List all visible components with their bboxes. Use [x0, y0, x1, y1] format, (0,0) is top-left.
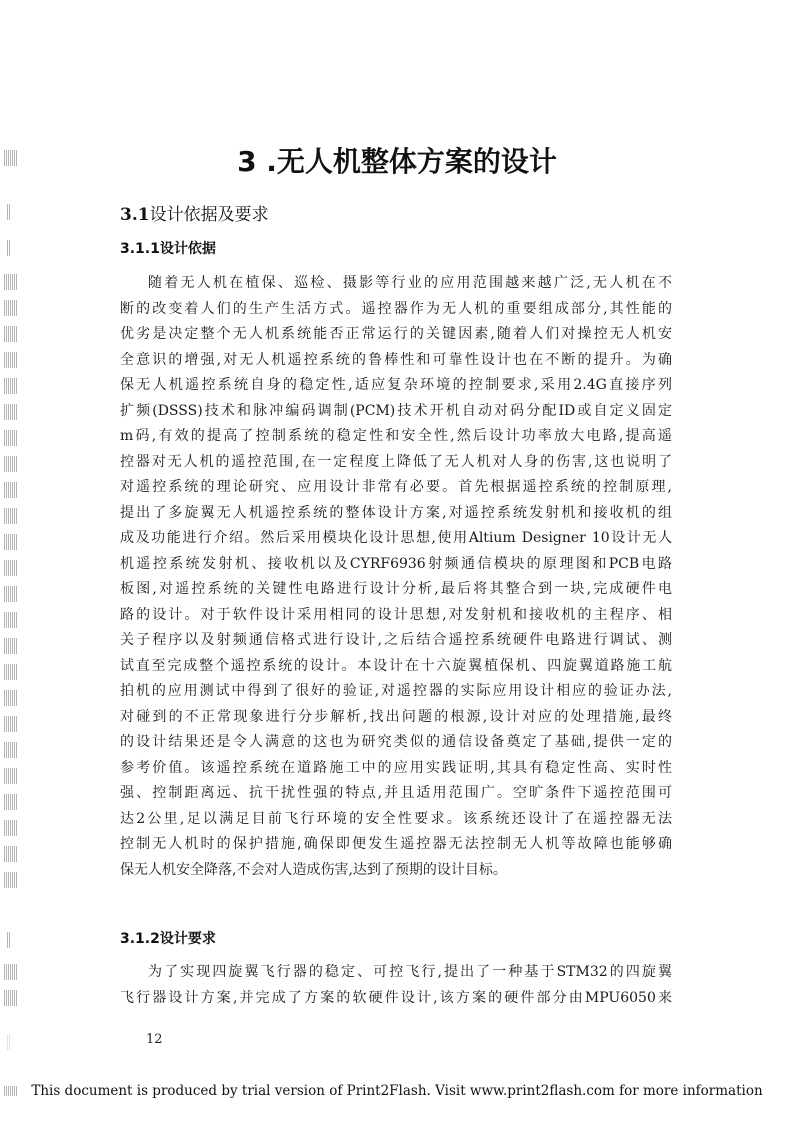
- paragraph-design-basis: [120, 271, 672, 883]
- subsection-title-design-basis: 3.1.1设计依据: [120, 241, 216, 257]
- text-line: 保无人机安全降落,不会对人造成伤害,达到了预期的设计目标。: [120, 861, 507, 878]
- section-title: 设计依据及要求: [149, 205, 269, 225]
- text-line: 保无人机遥控系统自身的稳定性,适应复杂环境的控制要求,采用2.4G直接序列: [120, 377, 672, 393]
- section-heading: [120, 200, 269, 225]
- page-number: 12: [146, 1032, 163, 1047]
- text-line: 扩频(DSSS)技术和脉冲编码调制(PCM)技术开机自动对码分配ID或自定义固定: [120, 402, 672, 419]
- text-line: 随着无人机在植保、巡检、摄影等行业的应用范围越来越广泛,无人机在不: [148, 275, 672, 291]
- paragraph-design-requirements: [120, 960, 672, 1011]
- text-line: 控制无人机时的保护措施,确保即便发生遥控器无法控制无人机等故障也能够确: [120, 836, 672, 852]
- text-line: 飞行器设计方案,并完成了方案的软硬件设计,该方案的硬件部分由MPU6050来: [120, 989, 672, 1006]
- text-line: 机遥控系统发射机、接收机以及CYRF6936射频通信模块的原理图和PCB电路: [120, 555, 672, 572]
- text-line: 路的设计。对于软件设计采用相同的设计思想,对发射机和接收机的主程序、相: [120, 606, 672, 623]
- text-line: 板图,对遥控系统的关键性电路进行设计分析,最后将其整合到一块,完成硬件电: [120, 581, 672, 597]
- text-line: 拍机的应用测试中得到了很好的验证,对遥控器的实际应用设计相应的验证办法,: [120, 683, 672, 699]
- text-line: 试直至完成整个遥控系统的设计。本设计在十六旋翼植保机、四旋翼道路施工航: [120, 657, 672, 674]
- chapter-title: 3 .无人机整体方案的设计: [237, 145, 557, 178]
- text-line: 优劣是决定整个无人机系统能否正常运行的关键因素,随着人们对操控无人机安: [120, 326, 672, 342]
- section-number: 3.1: [120, 205, 150, 225]
- subsection-title-design-requirements: 3.1.2设计要求: [120, 931, 216, 947]
- text-line: 的设计结果还是令人满意的这也为研究类似的通信设备奠定了基础,提供一定的: [120, 734, 672, 750]
- text-line: 关子程序以及射频通信格式进行设计,之后结合遥控系统硬件电路进行调试、测: [120, 632, 672, 648]
- text-line: 全意识的增强,对无人机遥控系统的鲁棒性和可靠性设计也在不断的提升。为确: [120, 351, 672, 368]
- text-line: 断的改变着人们的生产生活方式。遥控器作为无人机的重要组成部分,其性能的: [120, 300, 672, 317]
- text-line: 对遥控系统的理论研究、应用设计非常有必要。首先根据遥控系统的控制原理,: [120, 479, 672, 495]
- text-line: 强、控制距离远、抗干扰性强的特点,并且适用范围广。空旷条件下遥控范围可: [120, 785, 672, 801]
- text-line: 成及功能进行介绍。然后采用模块化设计思想,使用Altium Designer 10设计无人: [120, 530, 672, 546]
- text-line: 为了实现四旋翼飞行器的稳定、可控飞行,提出了一种基于STM32的四旋翼: [148, 964, 672, 980]
- text-line: 对碰到的不正常现象进行分步解析,找出问题的根源,设计对应的处理措施,最终: [120, 708, 672, 725]
- text-line: 提出了多旋翼无人机遥控系统的整体设计方案,对遥控系统发射机和接收机的组: [120, 504, 672, 521]
- text-line: 达2公里,足以满足目前飞行环境的安全性要求。该系统还设计了在遥控器无法: [120, 810, 672, 827]
- text-line: 控器对无人机的遥控范围,在一定程度上降低了无人机对人身的伤害,这也说明了: [120, 453, 672, 470]
- text-line: m码,有效的提高了控制系统的稳定性和安全性,然后设计功率放大电路,提高遥: [120, 428, 672, 444]
- trial-watermark-footer: This document is produced by trial version of Print2Flash. Visit www.print2flash.com for more information: [31, 1083, 763, 1099]
- text-line: 参考价值。该遥控系统在道路施工中的应用实践证明,其具有稳定性高、实时性: [120, 759, 672, 776]
